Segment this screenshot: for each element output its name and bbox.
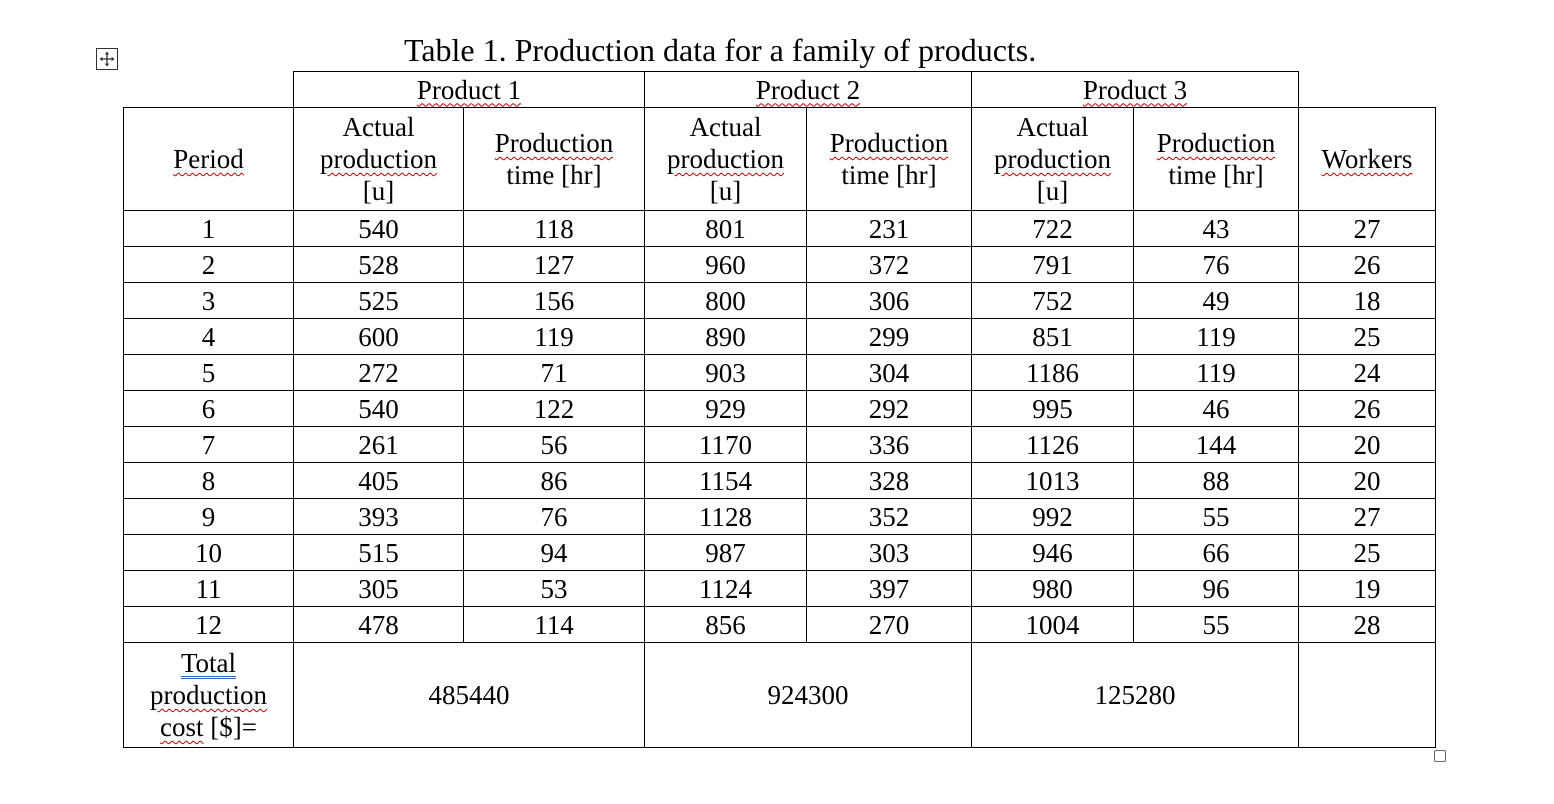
period-cell: 12 xyxy=(124,607,294,643)
period-cell: 2 xyxy=(124,247,294,283)
p3-actual-cell: 992 xyxy=(972,499,1134,535)
p3-production-time-header: Production time [hr] xyxy=(1134,108,1299,211)
p3-actual-cell: 995 xyxy=(972,391,1134,427)
table-row xyxy=(124,499,1436,535)
p3-actual-cell: 946 xyxy=(972,535,1134,571)
table-row xyxy=(124,247,1436,283)
period-cell: 10 xyxy=(124,535,294,571)
workers-cell: 18 xyxy=(1299,283,1436,319)
p3-time-cell: 66 xyxy=(1134,535,1299,571)
table-row xyxy=(124,427,1436,463)
p2-actual-cell: 890 xyxy=(645,319,807,355)
p3-actual-production-header: Actual production [u] xyxy=(972,108,1134,211)
p1-actual-cell: 515 xyxy=(294,535,464,571)
workers-cell: 26 xyxy=(1299,247,1436,283)
p1-time-cell: 114 xyxy=(464,607,645,643)
p1-time-cell: 122 xyxy=(464,391,645,427)
p2-time-cell: 270 xyxy=(807,607,972,643)
p3-time-cell: 96 xyxy=(1134,571,1299,607)
p2-production-time-header: Production time [hr] xyxy=(807,108,972,211)
p3-time-cell: 43 xyxy=(1134,211,1299,247)
p3-actual-cell: 752 xyxy=(972,283,1134,319)
p1-actual-cell: 478 xyxy=(294,607,464,643)
workers-total-empty-cell xyxy=(1299,643,1436,748)
table-row xyxy=(124,391,1436,427)
p3-time-cell: 46 xyxy=(1134,391,1299,427)
total-cost-label: Total production cost [$]= xyxy=(124,643,294,748)
p2-actual-cell: 1128 xyxy=(645,499,807,535)
p3-actual-cell: 1126 xyxy=(972,427,1134,463)
product-2-group-header: Product 2 xyxy=(645,72,972,108)
p1-actual-cell: 305 xyxy=(294,571,464,607)
p1-production-time-header: Production time [hr] xyxy=(464,108,645,211)
table-row xyxy=(124,319,1436,355)
p1-time-cell: 53 xyxy=(464,571,645,607)
table-row xyxy=(124,535,1436,571)
p2-time-cell: 352 xyxy=(807,499,972,535)
workers-cell: 26 xyxy=(1299,391,1436,427)
p1-time-cell: 76 xyxy=(464,499,645,535)
p3-time-cell: 119 xyxy=(1134,319,1299,355)
period-cell: 3 xyxy=(124,283,294,319)
table-row xyxy=(124,283,1436,319)
production-table xyxy=(123,71,1436,748)
workers-cell: 19 xyxy=(1299,571,1436,607)
p1-time-cell: 118 xyxy=(464,211,645,247)
workers-cell: 27 xyxy=(1299,499,1436,535)
empty-corner-cell xyxy=(124,72,294,108)
p3-time-cell: 119 xyxy=(1134,355,1299,391)
p3-time-cell: 88 xyxy=(1134,463,1299,499)
period-cell: 8 xyxy=(124,463,294,499)
p2-actual-cell: 960 xyxy=(645,247,807,283)
workers-cell: 25 xyxy=(1299,535,1436,571)
p2-actual-cell: 1170 xyxy=(645,427,807,463)
p3-actual-cell: 791 xyxy=(972,247,1134,283)
table-move-handle[interactable] xyxy=(96,48,118,70)
workers-cell: 20 xyxy=(1299,463,1436,499)
p1-actual-cell: 600 xyxy=(294,319,464,355)
p1-actual-cell: 272 xyxy=(294,355,464,391)
workers-cell: 25 xyxy=(1299,319,1436,355)
table-row xyxy=(124,355,1436,391)
p2-actual-cell: 1154 xyxy=(645,463,807,499)
table-row xyxy=(124,211,1436,247)
period-cell: 7 xyxy=(124,427,294,463)
p1-actual-production-header: Actual production [u] xyxy=(294,108,464,211)
product-3-group-header: Product 3 xyxy=(972,72,1299,108)
table-row xyxy=(124,463,1436,499)
p2-total-cost: 924300 xyxy=(645,643,972,748)
p2-time-cell: 304 xyxy=(807,355,972,391)
p2-actual-production-header: Actual production [u] xyxy=(645,108,807,211)
p3-actual-cell: 851 xyxy=(972,319,1134,355)
p1-time-cell: 86 xyxy=(464,463,645,499)
product-1-group-header: Product 1 xyxy=(294,72,645,108)
p1-time-cell: 127 xyxy=(464,247,645,283)
p3-actual-cell: 722 xyxy=(972,211,1134,247)
p1-actual-cell: 540 xyxy=(294,391,464,427)
p2-actual-cell: 987 xyxy=(645,535,807,571)
p2-time-cell: 336 xyxy=(807,427,972,463)
p3-time-cell: 55 xyxy=(1134,607,1299,643)
table-row xyxy=(124,571,1436,607)
p2-actual-cell: 801 xyxy=(645,211,807,247)
p1-total-cost: 485440 xyxy=(294,643,645,748)
p1-time-cell: 71 xyxy=(464,355,645,391)
p2-time-cell: 299 xyxy=(807,319,972,355)
p2-time-cell: 292 xyxy=(807,391,972,427)
empty-workers-group-cell xyxy=(1299,72,1436,108)
workers-cell: 27 xyxy=(1299,211,1436,247)
p2-time-cell: 303 xyxy=(807,535,972,571)
p2-time-cell: 328 xyxy=(807,463,972,499)
workers-cell: 20 xyxy=(1299,427,1436,463)
p1-actual-cell: 261 xyxy=(294,427,464,463)
p2-actual-cell: 903 xyxy=(645,355,807,391)
p3-time-cell: 76 xyxy=(1134,247,1299,283)
column-header-row xyxy=(124,108,1436,211)
p1-time-cell: 56 xyxy=(464,427,645,463)
table-resize-handle[interactable] xyxy=(1434,750,1446,762)
p1-actual-cell: 525 xyxy=(294,283,464,319)
p3-actual-cell: 1004 xyxy=(972,607,1134,643)
workers-header: Workers xyxy=(1299,108,1436,211)
p1-actual-cell: 540 xyxy=(294,211,464,247)
p1-time-cell: 94 xyxy=(464,535,645,571)
p2-time-cell: 372 xyxy=(807,247,972,283)
p2-actual-cell: 856 xyxy=(645,607,807,643)
product-group-row xyxy=(124,72,1436,108)
move-cross-icon xyxy=(99,51,115,67)
p2-time-cell: 231 xyxy=(807,211,972,247)
period-cell: 5 xyxy=(124,355,294,391)
period-cell: 11 xyxy=(124,571,294,607)
table-body xyxy=(124,211,1436,643)
p2-time-cell: 397 xyxy=(807,571,972,607)
table-caption: Table 1. Production data for a family of products. xyxy=(404,32,1037,68)
p3-time-cell: 55 xyxy=(1134,499,1299,535)
workers-cell: 28 xyxy=(1299,607,1436,643)
period-cell: 4 xyxy=(124,319,294,355)
p2-actual-cell: 1124 xyxy=(645,571,807,607)
p1-actual-cell: 528 xyxy=(294,247,464,283)
period-cell: 1 xyxy=(124,211,294,247)
p2-actual-cell: 800 xyxy=(645,283,807,319)
table-row xyxy=(124,607,1436,643)
period-cell: 9 xyxy=(124,499,294,535)
period-header: Period xyxy=(124,108,294,211)
p3-time-cell: 144 xyxy=(1134,427,1299,463)
p1-actual-cell: 393 xyxy=(294,499,464,535)
p3-actual-cell: 1013 xyxy=(972,463,1134,499)
p3-actual-cell: 1186 xyxy=(972,355,1134,391)
p3-total-cost: 125280 xyxy=(972,643,1299,748)
p3-actual-cell: 980 xyxy=(972,571,1134,607)
p1-actual-cell: 405 xyxy=(294,463,464,499)
p1-time-cell: 119 xyxy=(464,319,645,355)
p1-time-cell: 156 xyxy=(464,283,645,319)
p2-time-cell: 306 xyxy=(807,283,972,319)
p2-actual-cell: 929 xyxy=(645,391,807,427)
total-cost-row xyxy=(124,643,1436,748)
workers-cell: 24 xyxy=(1299,355,1436,391)
p3-time-cell: 49 xyxy=(1134,283,1299,319)
period-cell: 6 xyxy=(124,391,294,427)
